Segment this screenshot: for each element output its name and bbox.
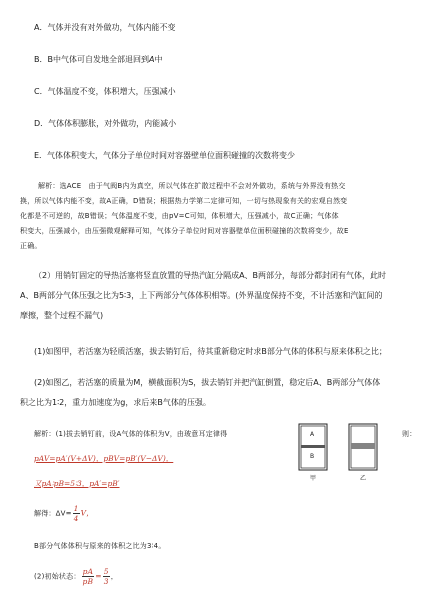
question-2-line-1: （2）用销钉固定的导热活塞将竖直放置的导热汽缸分隔成A、B两部分，每部分都封闭有气体，此时 (34, 271, 387, 280)
fraction-five: 5 (103, 567, 109, 576)
initial-state-prefix: (2)初始状态： (34, 572, 81, 581)
volume-ratio-conclusion: B部分气体体积与原来的体积之比为3∶4。 (34, 542, 166, 550)
initial-state-suffix: ， (110, 572, 118, 581)
question-2-line-3: 摩擦，整个过程不漏气) (20, 311, 104, 320)
fraction-pb: pB (82, 577, 94, 586)
question-2-sub-2b: 积之比为1∶2，重力加速度为g，求后来B气体的压强。 (20, 398, 211, 407)
option-b-end: 中 (154, 55, 163, 64)
solve-prefix: 解得：ΔV= (34, 509, 72, 518)
fraction-numerator: 1 (73, 504, 79, 513)
option-b-var: A (149, 55, 155, 64)
analysis-2-then: 则： (402, 430, 417, 438)
fraction-three: 3 (103, 577, 109, 586)
solve-line (34, 504, 94, 523)
analysis-1-line-5: 正确。 (20, 242, 42, 250)
fraction-pa-pb (82, 567, 95, 586)
option-d: D．气体体积膨胀，对外做功，内能减小 (34, 119, 177, 128)
equation-pressure-ratio: 又pA∶pB=5∶3，pA′=pB′ (34, 479, 120, 488)
fraction-denominator: 4 (73, 514, 79, 523)
solve-suffix: V， (80, 508, 94, 518)
analysis-1-line-2: 换，所以气体内能不变，故A正确，D错误；根据热力学第二定律可知，一切与热现象有关的宏观自然变 (20, 197, 348, 205)
label-b: B (310, 453, 315, 460)
option-b-text: B中气体可自发地全部退回到 (47, 55, 149, 64)
option-a: A．气体并没有对外做功，气体内能不变 (34, 23, 176, 32)
question-2-sub-1: (1)如图甲，若活塞为轻质活塞，拔去销钉后，待其重新稳定时求B部分气体的体积与原来体积之比； (34, 347, 387, 356)
cylinder-diagram (293, 423, 383, 483)
equals-sign: = (95, 571, 102, 581)
question-2-sub-2a: (2)如图乙，若活塞的质量为M，横截面积为S，拔去销钉并把汽缸倒置，稳定后A、B两部分气体体 (34, 378, 381, 387)
initial-state-line (34, 567, 118, 586)
fraction-one-quarter (73, 504, 80, 523)
equation-boyle: pAV=pA′(V+ΔV)，pBV=pB′(V−ΔV)， (34, 454, 174, 463)
label-yi: 乙 (360, 475, 367, 482)
analysis-1-line-1: 解析：选ACE 由于气阀B内为真空，所以气体在扩散过程中不会对外做功，系统与外界没有热交 (38, 182, 346, 190)
fraction-five-thirds (103, 567, 110, 586)
analysis-1-line-4: 积变大，压强减小，由压强微观解释可知，气体分子单位时间对容器壁单位面积碰撞的次数将变少，故E (20, 227, 349, 235)
label-a: A (310, 431, 315, 438)
cylinder-diagram-svg (293, 423, 383, 483)
piston-jia (301, 445, 325, 448)
fraction-pa: pA (82, 567, 94, 576)
analysis-2-line-1: 解析：(1)拔去销钉前，设A气体的体积为V，由玻意耳定律得 (34, 430, 228, 438)
option-e: E．气体体积变大，气体分子单位时间对容器壁单位面积碰撞的次数将变少 (34, 151, 296, 160)
option-b (34, 54, 162, 65)
option-b-prefix: B． (34, 55, 48, 64)
analysis-1-line-3: 化都是不可逆的，故B错误；气体温度不变，由pV=C可知，体积增大，压强减小，故C正确；气体体 (20, 212, 339, 220)
option-c: C．气体温度不变，体积增大，压强减小 (34, 87, 176, 96)
question-2-line-2: A、B两部分气体压强之比为5∶3，上下两部分气体体积相等。(外界温度保持不变，不计活塞和汽缸间的 (20, 291, 383, 300)
label-jia: 甲 (310, 475, 317, 482)
